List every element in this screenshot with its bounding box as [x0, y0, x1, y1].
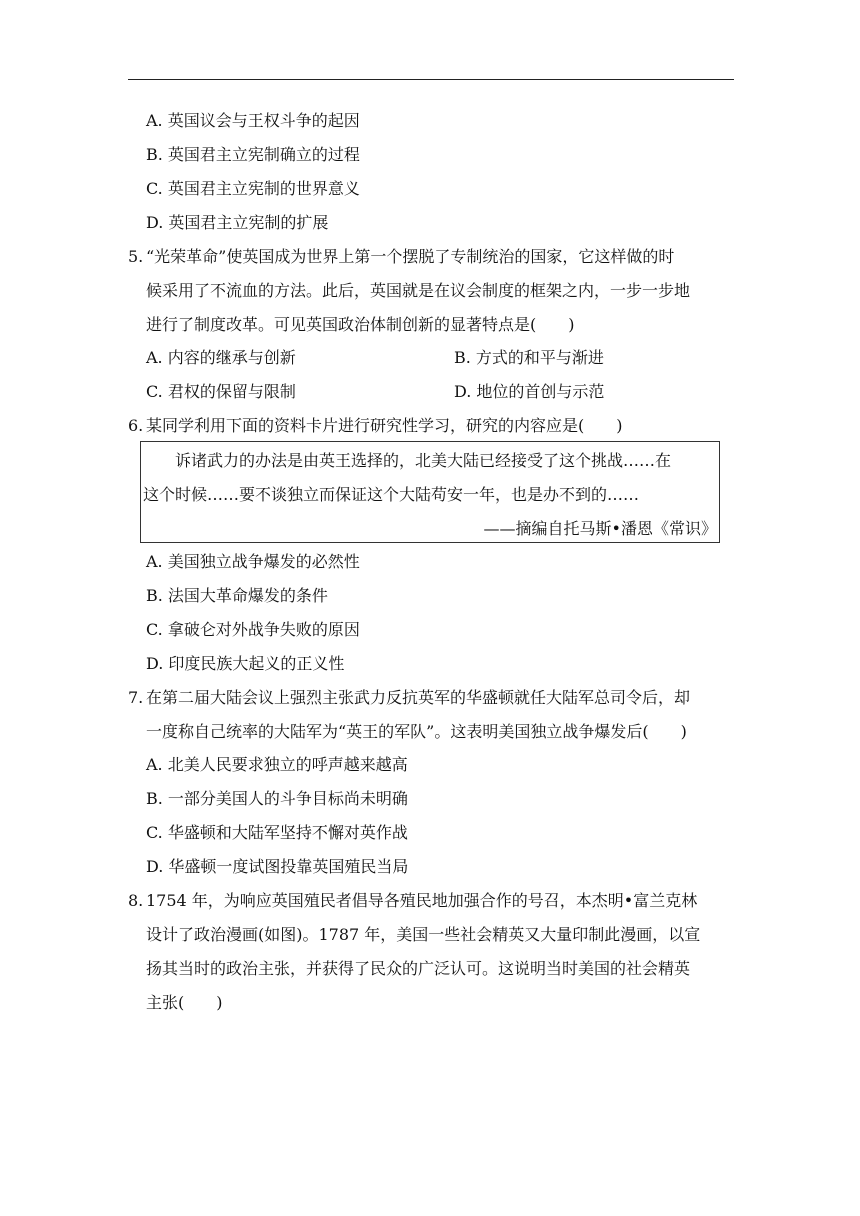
question-stem-line: 主张( ): [146, 993, 223, 1012]
option-d[interactable]: D. 英国君主立宪制的扩展: [146, 213, 329, 232]
option-c[interactable]: C. 拿破仑对外战争失败的原因: [146, 620, 360, 639]
question-number: 5.: [128, 247, 144, 266]
source-card: [140, 441, 720, 543]
question-number: 8.: [128, 891, 144, 910]
question-stem-line: 候采用了不流血的方法。此后，英国就是在议会制度的框架之内，一步一步地: [146, 281, 691, 300]
option-a[interactable]: A. 北美人民要求独立的呼声越来越高: [146, 755, 408, 774]
option-b[interactable]: B. 英国君主立宪制确立的过程: [146, 145, 360, 164]
option-b[interactable]: B. 法国大革命爆发的条件: [146, 586, 328, 605]
option-b[interactable]: B. 方式的和平与渐进: [454, 348, 604, 367]
question-stem-line: 1754 年，为响应英国殖民者倡导各殖民地加强合作的号召，本杰明•富兰克林: [146, 891, 698, 910]
header-rule: [128, 79, 734, 80]
option-a[interactable]: A. 美国独立战争爆发的必然性: [146, 552, 360, 571]
option-d[interactable]: D. 华盛顿一度试图投靠英国殖民当局: [146, 857, 409, 876]
option-d[interactable]: D. 印度民族大起义的正义性: [146, 654, 345, 673]
option-c[interactable]: C. 英国君主立宪制的世界意义: [146, 179, 360, 198]
question-stem-line: 扬其当时的政治主张，并获得了民众的广泛认可。这说明当时美国的社会精英: [146, 959, 691, 978]
option-c[interactable]: C. 华盛顿和大陆军坚持不懈对英作战: [146, 823, 408, 842]
question-stem-line: 在第二届大陆会议上强烈主张武力反抗英军的华盛顿就任大陆军总司令后，却: [146, 688, 691, 707]
card-text-line: 这个时候……要不谈独立而保证这个大陆苟安一年，也是办不到的……: [143, 485, 640, 504]
card-text-line: 诉诸武力的办法是由英王选择的，北美大陆已经接受了这个挑战……在: [175, 451, 672, 470]
option-a[interactable]: A. 内容的继承与创新: [146, 348, 296, 367]
question-stem-line: 某同学利用下面的资料卡片进行研究性学习，研究的内容应是( ): [146, 416, 623, 435]
card-source: ——摘编自托马斯•潘恩《常识》: [483, 519, 717, 538]
option-d[interactable]: D. 地位的首创与示范: [454, 382, 605, 401]
question-number: 7.: [128, 688, 144, 707]
question-stem-line: 一度称自己统率的大陆军为“英王的军队”。这表明美国独立战争爆发后( ): [146, 722, 687, 741]
option-a[interactable]: A. 英国议会与王权斗争的起因: [146, 111, 360, 130]
question-number: 6.: [128, 416, 144, 435]
question-stem-line: 设计了政治漫画(如图)。1787 年，美国一些社会精英又大量印制此漫画，以宣: [146, 925, 701, 944]
option-b[interactable]: B. 一部分美国人的斗争目标尚未明确: [146, 789, 408, 808]
question-stem-line: 进行了制度改革。可见英国政治体制创新的显著特点是( ): [146, 315, 575, 334]
option-c[interactable]: C. 君权的保留与限制: [146, 382, 296, 401]
question-stem-line: “光荣革命”使英国成为世界上第一个摆脱了专制统治的国家，它这样做的时: [146, 247, 675, 266]
